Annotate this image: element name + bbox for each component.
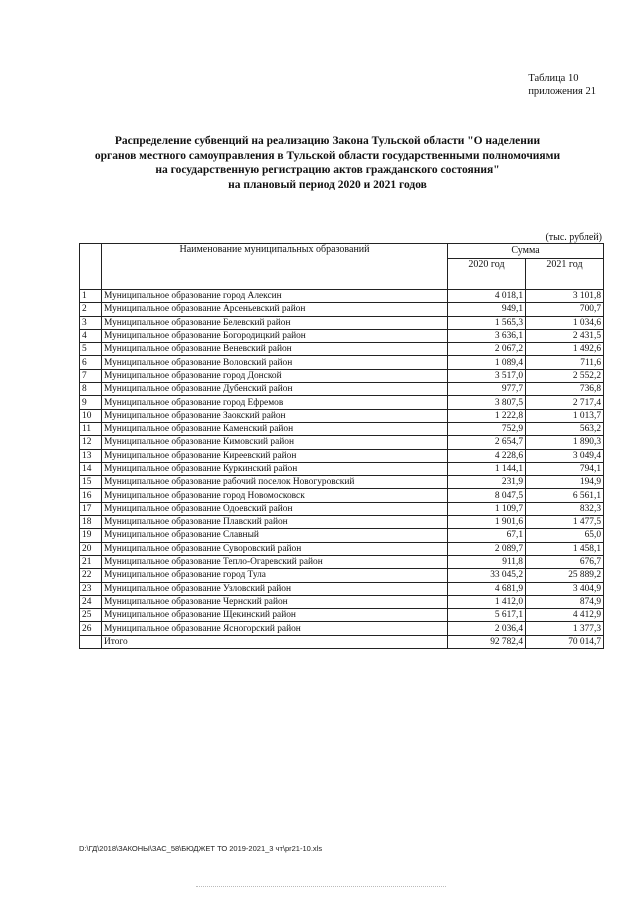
amount-2021: 563,2 [526,422,604,435]
table-total [80,635,604,648]
table-row [80,409,604,422]
municipality-name: Муниципальное образование Узловский район [102,582,448,595]
amount-2020: 1 901,6 [448,516,526,529]
municipality-name: Муниципальное образование город Ефремов [102,396,448,409]
amount-2020: 752,9 [448,422,526,435]
amount-2020: 949,1 [448,303,526,316]
municipality-name: Муниципальное образование Заокский район [102,409,448,422]
amount-2021: 25 889,2 [526,569,604,582]
amount-2021: 874,9 [526,595,604,608]
municipality-name: Муниципальное образование Одоевский район [102,502,448,515]
municipality-name: Муниципальное образование Дубенский район [102,383,448,396]
municipality-name: Муниципальное образование Веневский район [102,343,448,356]
amount-2021: 3 101,8 [526,290,604,303]
row-number: 15 [80,476,102,489]
municipality-name: Муниципальное образование Славный [102,529,448,542]
table-row [80,422,604,435]
table-row [80,436,604,449]
table-row [80,303,604,316]
municipality-name: Муниципальное образование город Новомосковск [102,489,448,502]
header-sum-cell: Сумма [448,244,604,259]
amount-2021: 676,7 [526,555,604,568]
table-body [80,290,604,636]
table-reference [528,72,596,98]
row-number: 24 [80,595,102,608]
amount-2020: 1 222,8 [448,409,526,422]
amount-2020: 1 109,7 [448,502,526,515]
amount-2020: 1 089,4 [448,356,526,369]
amount-2020: 1 565,3 [448,316,526,329]
subvention-table [79,243,604,649]
row-number: 20 [80,542,102,555]
header-number-cell [80,244,102,290]
amount-2020: 977,7 [448,383,526,396]
table-row [80,622,604,635]
row-number: 2 [80,303,102,316]
row-number: 13 [80,449,102,462]
row-number: 25 [80,609,102,622]
municipality-name: Муниципальное образование город Алексин [102,290,448,303]
table-row [80,542,604,555]
amount-2021: 3 404,9 [526,582,604,595]
table-row [80,582,604,595]
table-row [80,476,604,489]
amount-2020: 4 681,9 [448,582,526,595]
table-row [80,502,604,515]
table-row [80,529,604,542]
row-number: 14 [80,462,102,475]
table-row [80,316,604,329]
municipality-name: Муниципальное образование Щекинский район [102,609,448,622]
amount-2021: 711,6 [526,356,604,369]
municipality-name: Муниципальное образование Киреевский район [102,449,448,462]
header-name-cell: Наименование муниципальных образований [102,244,448,290]
table-row [80,356,604,369]
municipality-name: Муниципальное образование Воловский район [102,356,448,369]
municipality-name: Муниципальное образование Арсеньевский район [102,303,448,316]
municipality-name: Муниципальное образование город Донской [102,369,448,382]
amount-2021: 4 412,9 [526,609,604,622]
municipality-name: Муниципальное образование Чернский район [102,595,448,608]
amount-2021: 794,1 [526,462,604,475]
municipality-name: Муниципальное образование Тепло-Огаревский район [102,555,448,568]
total-number-cell [80,635,102,648]
table-row [80,329,604,342]
table-row [80,609,604,622]
amount-2020: 8 047,5 [448,489,526,502]
municipality-name: Муниципальное образование Суворовский район [102,542,448,555]
row-number: 1 [80,290,102,303]
row-number: 5 [80,343,102,356]
amount-2020: 67,1 [448,529,526,542]
row-number: 9 [80,396,102,409]
amount-2021: 1 477,5 [526,516,604,529]
title-line-2: органов местного самоуправления в Тульской области государственными полномочиями [94,149,561,162]
title-line-3: на государственную регистрацию актов гражданского состояния" [155,164,500,176]
municipality-name: Муниципальное образование город Тула [102,569,448,582]
amount-2020: 2 089,7 [448,542,526,555]
table-row [80,555,604,568]
amount-2021: 1 034,6 [526,316,604,329]
amount-2021: 1 377,3 [526,622,604,635]
amount-2020: 5 617,1 [448,609,526,622]
total-row [80,635,604,648]
amount-2021: 3 049,4 [526,449,604,462]
amount-2021: 700,7 [526,303,604,316]
row-number: 11 [80,422,102,435]
title-line-1: Распределение субвенций на реализацию Закона Тульской области "О наделении [114,135,541,147]
amount-2021: 1 890,3 [526,436,604,449]
table-row [80,462,604,475]
row-number: 3 [80,316,102,329]
row-number: 18 [80,516,102,529]
amount-2020: 4 228,6 [448,449,526,462]
total-label: Итого [102,635,448,648]
amount-2020: 3 636,1 [448,329,526,342]
document-title [60,134,595,192]
municipality-name: Муниципальное образование Плавский район [102,516,448,529]
amount-2020: 231,9 [448,476,526,489]
amount-2021: 6 561,1 [526,489,604,502]
table-row [80,396,604,409]
row-number: 23 [80,582,102,595]
municipality-name: Муниципальное образование Кимовский район [102,436,448,449]
total-2021: 70 014,7 [526,635,604,648]
municipality-name: Муниципальное образование рабочий поселок Новогуровский [102,476,448,489]
row-number: 10 [80,409,102,422]
amount-2020: 3 807,5 [448,396,526,409]
header-year-2020: 2020 год [448,259,526,290]
row-number: 7 [80,369,102,382]
table-row [80,383,604,396]
municipality-name: Муниципальное образование Каменский район [102,422,448,435]
amount-2021: 65,0 [526,529,604,542]
amount-2021: 2 431,5 [526,329,604,342]
row-number: 19 [80,529,102,542]
row-number: 12 [80,436,102,449]
table-number-label: Таблица 10 [528,73,579,84]
amount-2020: 1 144,1 [448,462,526,475]
amount-2021: 736,8 [526,383,604,396]
amount-2021: 1 492,6 [526,343,604,356]
row-number: 8 [80,383,102,396]
amount-2020: 3 517,0 [448,369,526,382]
amount-2021: 194,9 [526,476,604,489]
table-row [80,595,604,608]
scan-artifact-line [196,886,446,887]
appendix-label: приложения 21 [528,86,596,97]
amount-2020: 911,8 [448,555,526,568]
amount-2021: 2 552,2 [526,369,604,382]
row-number: 17 [80,502,102,515]
row-number: 21 [80,555,102,568]
total-2020: 92 782,4 [448,635,526,648]
row-number: 26 [80,622,102,635]
amount-2020: 33 045,2 [448,569,526,582]
amount-2020: 1 412,0 [448,595,526,608]
table-row [80,369,604,382]
municipality-name: Муниципальное образование Ясногорский район [102,622,448,635]
table-header [80,244,604,290]
table-row [80,489,604,502]
municipality-name: Муниципальное образование Белевский район [102,316,448,329]
row-number: 4 [80,329,102,342]
amount-2021: 2 717,4 [526,396,604,409]
row-number: 22 [80,569,102,582]
amount-2020: 2 067,2 [448,343,526,356]
units-label: (тыс. рублей) [545,232,602,243]
row-number: 16 [80,489,102,502]
table-row [80,290,604,303]
amount-2020: 4 018,1 [448,290,526,303]
table-row [80,449,604,462]
amount-2021: 832,3 [526,502,604,515]
table-row [80,343,604,356]
table-row [80,516,604,529]
file-path-footer: D:\ГД\2018\ЗАКОНЫ\ЗАС_58\БЮДЖЕТ ТО 2019-2021_3 чт\pr21-10.xls [79,844,323,853]
amount-2020: 2 036,4 [448,622,526,635]
amount-2021: 1 458,1 [526,542,604,555]
amount-2021: 1 013,7 [526,409,604,422]
header-year-2021: 2021 год [526,259,604,290]
title-line-4: на плановый период 2020 и 2021 годов [228,178,427,191]
table-row [80,569,604,582]
municipality-name: Муниципальное образование Богородицкий район [102,329,448,342]
row-number: 6 [80,356,102,369]
municipality-name: Муниципальное образование Куркинский район [102,462,448,475]
amount-2020: 2 654,7 [448,436,526,449]
